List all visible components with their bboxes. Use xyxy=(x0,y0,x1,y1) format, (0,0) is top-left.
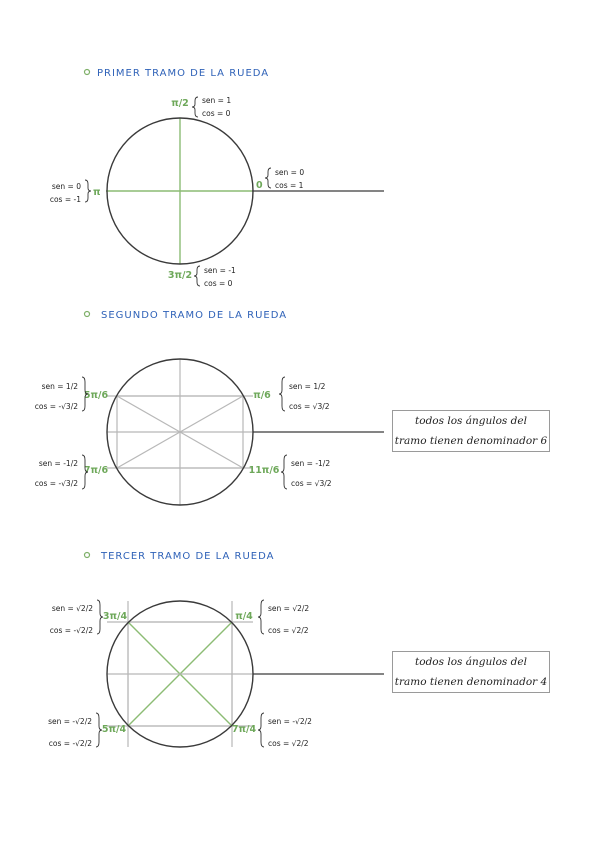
cos-value: cos = √2/2 xyxy=(268,626,309,635)
cos-value: cos = √2/2 xyxy=(268,739,309,748)
bullet-icon xyxy=(85,70,90,75)
angle-label: 3π/4 xyxy=(102,611,128,622)
bullet-icon xyxy=(85,312,90,317)
sen-value: sen = 0 xyxy=(51,182,81,191)
sen-value: sen = √2/2 xyxy=(51,604,93,613)
angle-label: 7π/6 xyxy=(83,465,109,476)
sen-value: sen = √2/2 xyxy=(268,604,310,613)
angle-label: π/4 xyxy=(235,611,253,622)
cos-value: cos = 0 xyxy=(204,279,233,288)
sen-value: sen = 0 xyxy=(275,168,305,177)
label-q4 xyxy=(232,713,312,748)
section-title-text: TERCER TRAMO DE LA RUEDA xyxy=(101,551,275,562)
angle-label: 0 xyxy=(256,180,263,191)
label-bottom xyxy=(168,266,236,288)
note-line: todos los ángulos del xyxy=(415,415,527,427)
note-box-denominador-4 xyxy=(392,651,550,693)
cos-value: cos = √3/2 xyxy=(289,402,330,411)
label-q1 xyxy=(253,377,330,411)
cos-value: cos = -√2/2 xyxy=(48,739,92,748)
angle-label: π/2 xyxy=(171,98,189,109)
label-q3 xyxy=(48,713,126,748)
label-left xyxy=(50,180,101,204)
sen-value: sen = 1/2 xyxy=(289,382,326,391)
note-line: tramo tienen denominador 6 xyxy=(394,435,548,447)
sen-value: sen = -1 xyxy=(204,266,236,275)
section-title-text: PRIMER TRAMO DE LA RUEDA xyxy=(97,68,270,79)
cos-value: cos = 0 xyxy=(202,109,231,118)
label-q1 xyxy=(235,600,309,635)
sen-value: sen = 1 xyxy=(202,96,232,105)
section-title-3 xyxy=(85,551,275,562)
cos-value: cos = -1 xyxy=(49,195,81,204)
bullet-icon xyxy=(85,553,90,558)
sen-value: sen = -√2/2 xyxy=(268,717,312,726)
cos-value: cos = -√2/2 xyxy=(49,626,93,635)
sen-value: sen = -√2/2 xyxy=(48,717,92,726)
section-title-text: SEGUNDO TRAMO DE LA RUEDA xyxy=(101,310,288,321)
label-q4 xyxy=(249,455,332,489)
note-line: tramo tienen denominador 4 xyxy=(394,676,548,688)
label-q2 xyxy=(50,600,128,635)
angle-label: π/6 xyxy=(253,390,271,401)
angle-label: 7π/4 xyxy=(231,724,257,735)
cos-value: cos = 1 xyxy=(275,181,304,190)
angle-label: 5π/6 xyxy=(83,390,109,401)
angle-label: 11π/6 xyxy=(248,465,280,476)
section-title-2 xyxy=(85,310,288,321)
sen-value: sen = -1/2 xyxy=(38,459,78,468)
note-line: todos los ángulos del xyxy=(415,656,527,668)
angle-label: π xyxy=(93,187,101,198)
label-q3 xyxy=(35,455,109,489)
note-box-denominador-6 xyxy=(392,410,550,452)
label-top xyxy=(171,96,231,118)
angle-label: 3π/2 xyxy=(167,270,193,281)
sen-value: sen = 1/2 xyxy=(41,382,78,391)
label-right xyxy=(256,168,304,191)
cos-value: cos = √3/2 xyxy=(291,479,332,488)
sen-value: sen = -1/2 xyxy=(291,459,331,468)
section-title-1 xyxy=(85,68,270,79)
angle-label: 5π/4 xyxy=(101,724,127,735)
unit-circle-1 xyxy=(50,96,384,288)
cos-value: cos = -√3/2 xyxy=(34,479,78,488)
cos-value: cos = -√3/2 xyxy=(34,402,78,411)
label-q2 xyxy=(35,377,109,411)
unit-circle-3 xyxy=(48,600,384,748)
unit-circle-2 xyxy=(35,359,384,505)
